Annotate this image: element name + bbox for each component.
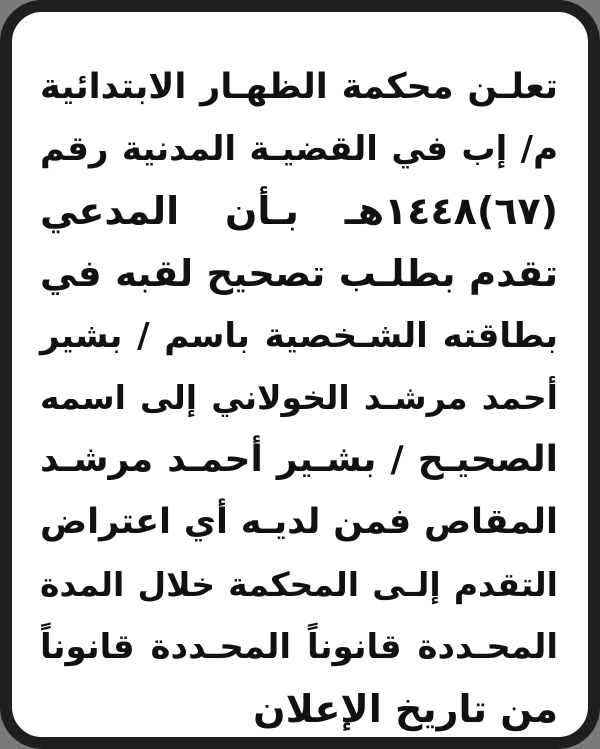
notice-line: (٦٧)١٤٤٨هـ بـأن المدعي bbox=[40, 189, 558, 234]
court-notice-text bbox=[40, 56, 558, 740]
notice-line: تعلـن محكمة الظهـار الابتدائية bbox=[40, 67, 558, 107]
notice-line: المقاص فمن لديـه أي اعتراض bbox=[40, 502, 558, 543]
notice-line: المحـددة قانوناً المحـددة قانوناً bbox=[40, 626, 558, 667]
notice-line: تقدم بطلـب تصحيح لقبه في bbox=[40, 251, 558, 295]
notice-line: التقدم إلـى المحكمة خلال المدة bbox=[40, 564, 558, 604]
notice-line: بطاقته الشـخصية باسم / بشير bbox=[40, 315, 558, 356]
notice-line: أحمد مرشـد الخولاني إلى اسمه bbox=[40, 377, 558, 417]
notice-line: من تاريخ الإعلان bbox=[253, 686, 558, 731]
notice-line: م/ إب في القضيـة المدنية رقم bbox=[40, 129, 558, 170]
notice-line: الصحيـح / بشـير أحمـد مرشـد bbox=[40, 439, 558, 481]
